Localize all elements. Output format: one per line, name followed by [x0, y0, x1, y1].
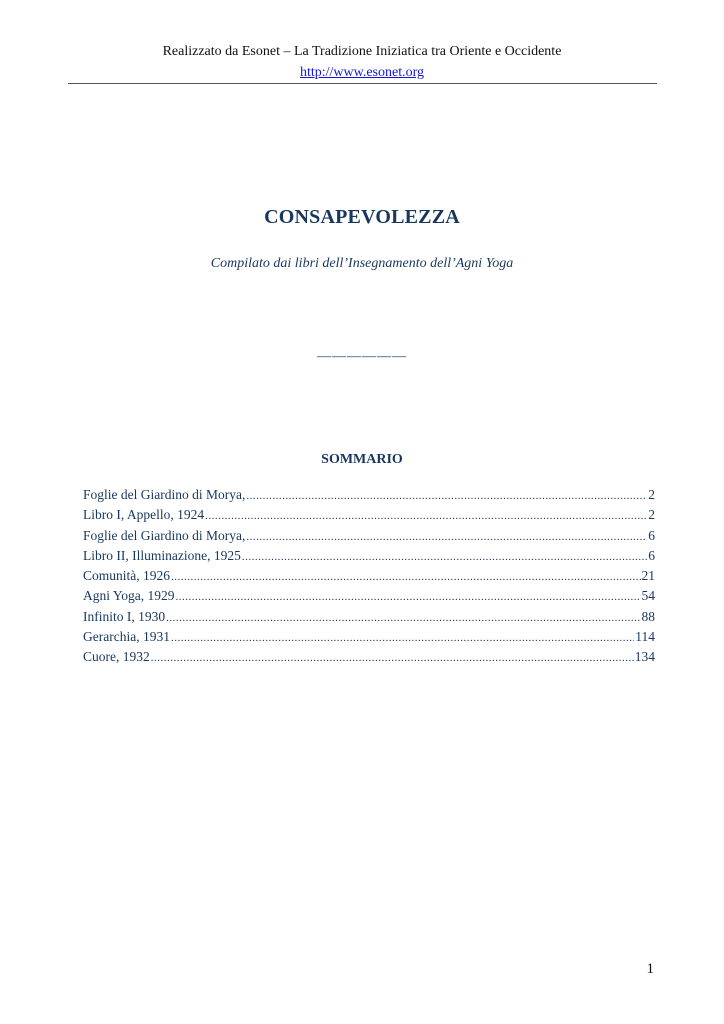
toc-entry-label: Foglie del Giardino di Morya, [83, 487, 246, 502]
toc-dot-leader [171, 571, 641, 583]
toc-entry-page: 114 [635, 629, 655, 645]
toc-entry-label: Foglie del Giardino di Morya, [83, 527, 246, 543]
toc-entry[interactable] [83, 588, 655, 608]
toc-heading: SOMMARIO [321, 452, 403, 467]
toc-entry-label: Gerarchia, 1931 [83, 629, 170, 645]
toc-entry[interactable] [83, 528, 655, 548]
toc-entry[interactable] [83, 629, 655, 649]
toc-dot-leader [242, 551, 647, 563]
toc-entry[interactable] [83, 568, 655, 588]
toc-entry-page: 2 [648, 507, 655, 523]
toc-entry-page: 6 [648, 547, 655, 563]
page-number: 1 [646, 961, 654, 977]
toc-dot-leader [246, 531, 647, 543]
toc-dot-leader [171, 632, 634, 644]
toc-entry-page: 6 [648, 527, 655, 543]
toc-entry-page: 88 [641, 608, 655, 624]
document-title: CONSAPEVOLEZZA [264, 206, 460, 228]
toc-entry-label: Libro II, Illuminazione, 1925 [83, 547, 241, 563]
toc-entry-label: Cuore, 1932 [83, 649, 150, 665]
toc-entry-label: Comunità, 1926 [83, 568, 170, 584]
toc-entry-page: 2 [648, 487, 655, 502]
toc-dot-leader [205, 510, 647, 522]
website-link[interactable]: http://www.esonet.org [299, 65, 425, 80]
toc-entry-page: 21 [641, 568, 655, 584]
toc-entry[interactable] [83, 548, 655, 568]
toc-entry-page: 134 [634, 649, 655, 665]
toc-dot-leader [176, 591, 641, 603]
section-separator: —————— [317, 349, 407, 364]
header-title: Realizzato da Esonet – La Tradizione Iniziatica tra Oriente e Occidente [162, 44, 562, 59]
toc-entry[interactable] [83, 507, 655, 527]
header-link-container [0, 65, 724, 81]
document-subtitle: Compilato dai libri dell’Insegnamento dell’Agni Yoga [210, 256, 514, 271]
toc-entry-label: Libro I, Appello, 1924 [83, 507, 205, 523]
toc-entry-page: 54 [641, 588, 655, 604]
toc-entry[interactable] [83, 649, 655, 669]
toc-entry-label: Infinito I, 1930 [83, 608, 166, 624]
toc-dot-leader [166, 612, 640, 624]
toc-dot-leader [151, 652, 634, 664]
toc-dot-leader [246, 490, 647, 502]
header-divider [68, 83, 657, 84]
table-of-contents [83, 487, 655, 670]
toc-entry[interactable] [83, 487, 655, 507]
toc-entry[interactable] [83, 609, 655, 629]
toc-entry-label: Agni Yoga, 1929 [83, 588, 175, 604]
